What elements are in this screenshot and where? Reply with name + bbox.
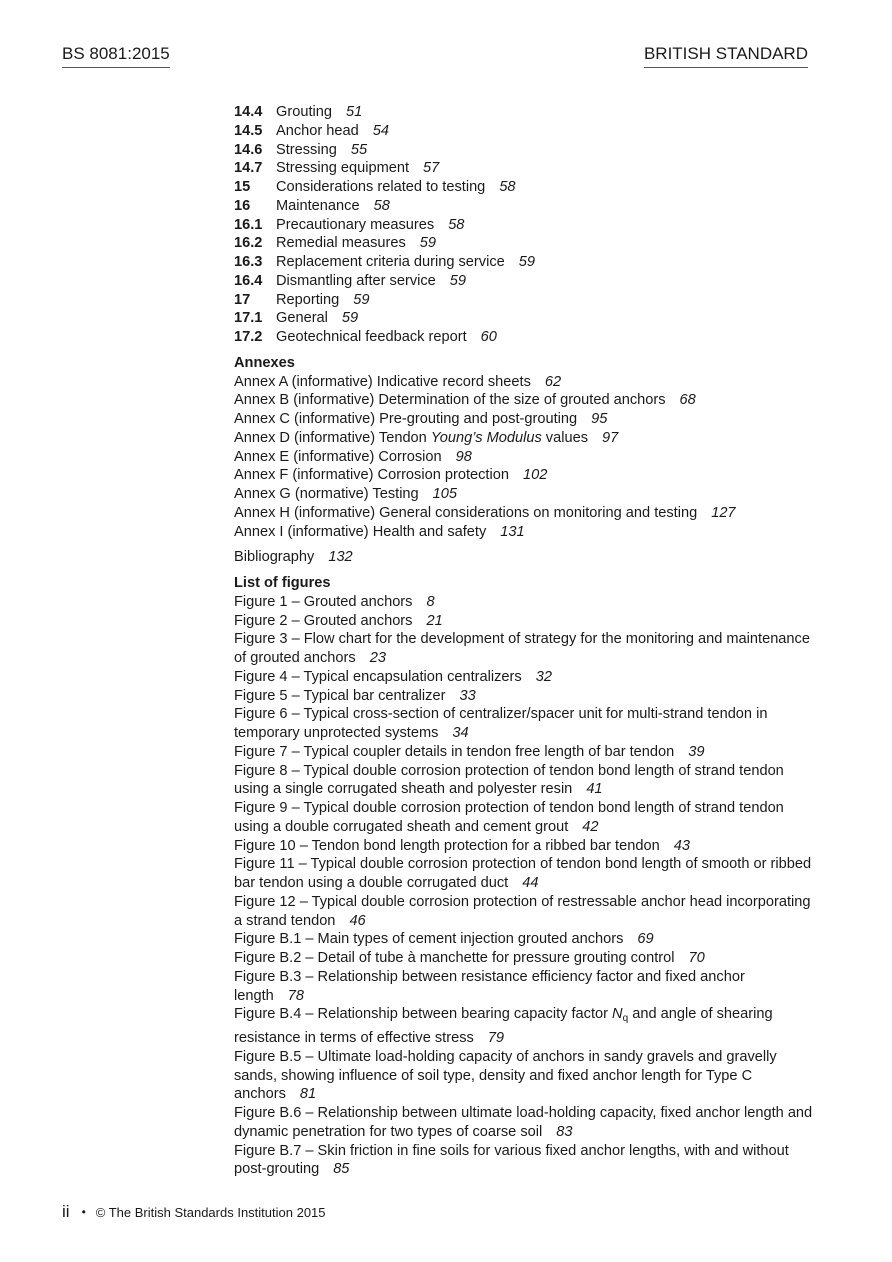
section-number: 14.4: [234, 104, 263, 120]
figure-entry: [234, 1104, 814, 1142]
figure-entry-page: 43: [673, 837, 690, 854]
toc-entry: [234, 253, 814, 272]
toc-entry: [234, 197, 814, 216]
annex-entry: [234, 485, 814, 504]
section-number: 14.7: [234, 160, 263, 177]
figure-entry-page: 70: [688, 950, 705, 966]
section-number: 14.5: [234, 122, 263, 139]
figure-entry-page: 83: [556, 1123, 573, 1140]
section-title: Stressing: [276, 141, 337, 158]
section-page: 59: [353, 291, 370, 308]
section-title: Geotechnical feedback report: [276, 329, 467, 345]
figure-entry-text: Figure 1 – Grouted anchors: [234, 593, 413, 610]
figure-entry-text: Figure 5 – Typical bar centralizer: [234, 687, 446, 704]
figure-entry-italic-term: N: [612, 1006, 623, 1023]
section-page: 57: [423, 160, 440, 177]
annex-entry: [234, 523, 814, 542]
section-number: 16.2: [234, 235, 263, 252]
annex-entry-page: 68: [679, 392, 696, 409]
figure-entry-text: Figure 7 – Typical coupler details in tendon free length of bar tendon: [234, 743, 675, 760]
annex-entry: [234, 504, 814, 523]
toc-entry: [234, 122, 814, 141]
figure-entry: [234, 593, 814, 612]
section-page: 59: [419, 235, 437, 252]
toc-entry: [234, 309, 814, 328]
annex-entry: [234, 391, 814, 410]
section-title: Remedial measures: [276, 235, 406, 252]
copyright-notice: © The British Standards Institution 2015: [95, 1204, 326, 1220]
figure-entry: [234, 799, 814, 837]
annex-entry-text: Annex G (normative) Testing: [234, 486, 419, 502]
annex-entry-text: Annex B (informative) Determination of the size of grouted anchors: [234, 392, 666, 409]
section-number: 16.4: [234, 272, 263, 289]
toc-entry: [234, 103, 814, 122]
section-title: Dismantling after service: [276, 272, 436, 289]
figure-entry-page: 8: [426, 593, 435, 610]
annex-entry: [234, 373, 814, 392]
annex-entry-page: 62: [544, 373, 562, 390]
publisher-label: BRITISH STANDARD: [644, 44, 808, 68]
annex-entry-page: 98: [455, 448, 472, 465]
figure-entry-page: 39: [688, 743, 705, 760]
annex-entry: [234, 410, 814, 429]
section-number: 17: [234, 291, 251, 308]
annex-list: [234, 373, 814, 542]
figure-entry-page: 81: [299, 1086, 317, 1103]
annex-entry-text: Annex D (informative) Tendon: [234, 429, 431, 446]
figure-entry-page: 85: [333, 1161, 350, 1178]
section-page: 59: [518, 254, 535, 270]
section-title: Precautionary measures: [276, 216, 435, 233]
toc-entry: [234, 272, 814, 291]
annex-entry-text: Annex H (informative) General considerations on monitoring and testing: [234, 504, 698, 521]
annex-entry-page: 105: [432, 486, 458, 502]
figure-entry-text: Figure 10 – Tendon bond length protection for a ribbed bar tendon: [234, 837, 660, 854]
figures-heading: List of figures: [234, 575, 331, 591]
annex-entry-page: 97: [602, 429, 619, 446]
figure-entry-page: 34: [452, 725, 469, 741]
section-page: 60: [480, 329, 497, 345]
figure-entry-page: 69: [637, 931, 654, 948]
figure-entry-text: Figure 2 – Grouted anchors: [234, 612, 413, 629]
figure-entry-text: Figure 8 – Typical double corrosion protection of tendon bond length of strand tendon using a single corrugated sheath and polyester resin: [234, 762, 784, 798]
figure-entry-page: 41: [586, 781, 603, 798]
annex-entry-text: Annex E (informative) Corrosion: [234, 448, 442, 465]
annex-entry-page: 95: [591, 411, 608, 427]
annex-entry-text: Annex I (informative) Health and safety: [234, 523, 487, 540]
section-page: 54: [372, 122, 389, 139]
figure-entry-page: 46: [349, 912, 366, 929]
figure-entry-text-cont: and angle of shearing resistance in terms of effective stress: [234, 1006, 773, 1046]
figure-entry: [234, 855, 814, 893]
annex-entry: [234, 466, 814, 485]
bibliography-title: Bibliography: [234, 549, 315, 566]
figure-entry: [234, 612, 814, 631]
figure-entry-text: Figure 6 – Typical cross-section of centralizer/spacer unit for multi-strand tendon in temporary unprotected systems: [234, 706, 768, 741]
figure-entry-text: Figure 3 – Flow chart for the development of strategy for the monitoring and maintenance of grouted anchors: [234, 631, 810, 666]
figure-entry-subscript: q: [622, 1013, 629, 1025]
bibliography-entry: [234, 548, 814, 567]
section-page: 58: [448, 216, 465, 233]
figure-entry: [234, 668, 814, 687]
section-page: 59: [449, 272, 467, 289]
figure-entry: [234, 1005, 814, 1048]
figure-entry: [234, 893, 814, 931]
figure-list: [234, 593, 814, 1179]
figure-entry-text: Figure 11 – Typical double corrosion protection of tendon bond length of smooth or ribbed bar tendon using a double corrugated duct: [234, 856, 812, 891]
figure-entry-text: Figure 9 – Typical double corrosion protection of tendon bond length of strand tendon using a double corrugated sheath and cement grout: [234, 800, 784, 835]
section-number: 14.6: [234, 141, 263, 158]
figure-entry-page: 32: [535, 668, 552, 685]
section-page: 55: [350, 141, 368, 158]
section-number: 17.1: [234, 310, 263, 327]
annex-entry: [234, 448, 814, 467]
section-number: 16: [234, 197, 251, 214]
section-number: 15: [234, 179, 251, 195]
figure-entry-text: Figure B.3 – Relationship between resistance efficiency factor and fixed anchor length: [234, 968, 745, 1004]
figure-entry: [234, 762, 814, 800]
figure-entry: [234, 968, 814, 1006]
toc-entry: [234, 216, 814, 235]
figure-entry: [234, 1142, 814, 1180]
figure-entry-text: Figure B.5 – Ultimate load-holding capacity of anchors in sandy gravels and gravelly sands, showing influence of soil type, density and fixed anchor length for Type C anchors: [234, 1048, 777, 1103]
page-number: ii: [62, 1202, 70, 1221]
section-number: 16.1: [234, 216, 263, 233]
figure-entry-text: Figure B.6 – Relationship between ultimate load-holding capacity, fixed anchor length and dynamic penetration for two types of coarse soil: [234, 1105, 813, 1140]
figure-entry: [234, 630, 814, 668]
section-title: Maintenance: [276, 197, 360, 214]
section-page: 58: [499, 179, 516, 195]
table-of-contents: [234, 103, 814, 1179]
document-code: BS 8081:2015: [62, 44, 170, 68]
figure-entry-page: 21: [426, 612, 443, 629]
section-page: 58: [373, 197, 390, 214]
figure-entry: [234, 743, 814, 762]
toc-entry: [234, 291, 814, 310]
toc-entry: [234, 159, 814, 178]
figure-entry: [234, 949, 814, 968]
figure-entry-page: 42: [582, 818, 599, 835]
section-number: 16.3: [234, 254, 263, 270]
section-page: 51: [345, 104, 363, 120]
annex-entry-page: 131: [500, 523, 525, 540]
annex-entry-text: Annex C (informative) Pre-grouting and post-grouting: [234, 411, 578, 427]
bullet-separator: •: [81, 1205, 86, 1219]
section-title: Considerations related to testing: [276, 179, 486, 195]
figure-entry-text: Figure B.1 – Main types of cement injection grouted anchors: [234, 931, 624, 948]
toc-entry: [234, 178, 814, 197]
figure-entry-page: 23: [369, 650, 386, 666]
figure-entry: [234, 837, 814, 856]
toc-entry: [234, 141, 814, 160]
annex-entry-text: Annex A (informative) Indicative record sheets: [234, 373, 531, 390]
figure-entry-page: 79: [487, 1030, 505, 1046]
section-title: Anchor head: [276, 122, 359, 139]
section-title: Replacement criteria during service: [276, 254, 505, 270]
figure-entry-page: 44: [522, 875, 539, 891]
figure-entry-text: Figure B.2 – Detail of tube à manchette for pressure grouting control: [234, 950, 675, 966]
figure-entry-text: Figure B.4 – Relationship between bearing capacity factor: [234, 1006, 613, 1023]
annexes-heading: Annexes: [234, 354, 295, 371]
figure-entry: [234, 930, 814, 949]
annex-entry-text-cont: values: [541, 429, 588, 446]
section-number: 17.2: [234, 329, 263, 345]
section-title: Reporting: [276, 291, 340, 308]
figure-entry: [234, 705, 814, 743]
figure-entry-text: Figure B.7 – Skin friction in fine soils for various fixed anchor lengths, with and without post-grouting: [234, 1142, 789, 1178]
figure-entry-text: Figure 12 – Typical double corrosion protection of restressable anchor head incorporating a strand tendon: [234, 893, 811, 929]
annex-entry-italic-term: Young’s Modulus: [430, 429, 542, 446]
figure-entry-page: 33: [459, 687, 476, 704]
section-list: [234, 103, 814, 347]
toc-entry: [234, 328, 814, 347]
page-footer: [62, 1202, 326, 1222]
bibliography-page: 132: [328, 549, 353, 566]
annex-entry: [234, 429, 814, 448]
figure-entry: [234, 1048, 814, 1104]
section-title: Stressing equipment: [276, 160, 410, 177]
section-title: General: [276, 310, 328, 327]
section-page: 59: [341, 310, 359, 327]
annex-entry-text: Annex F (informative) Corrosion protection: [234, 467, 509, 484]
annex-entry-page: 102: [522, 467, 548, 484]
figure-entry-page: 78: [287, 987, 304, 1004]
toc-entry: [234, 234, 814, 253]
annex-entry-page: 127: [711, 504, 736, 521]
section-title: Grouting: [276, 104, 332, 120]
figure-entry: [234, 687, 814, 706]
figure-entry-text: Figure 4 – Typical encapsulation centralizers: [234, 668, 522, 685]
